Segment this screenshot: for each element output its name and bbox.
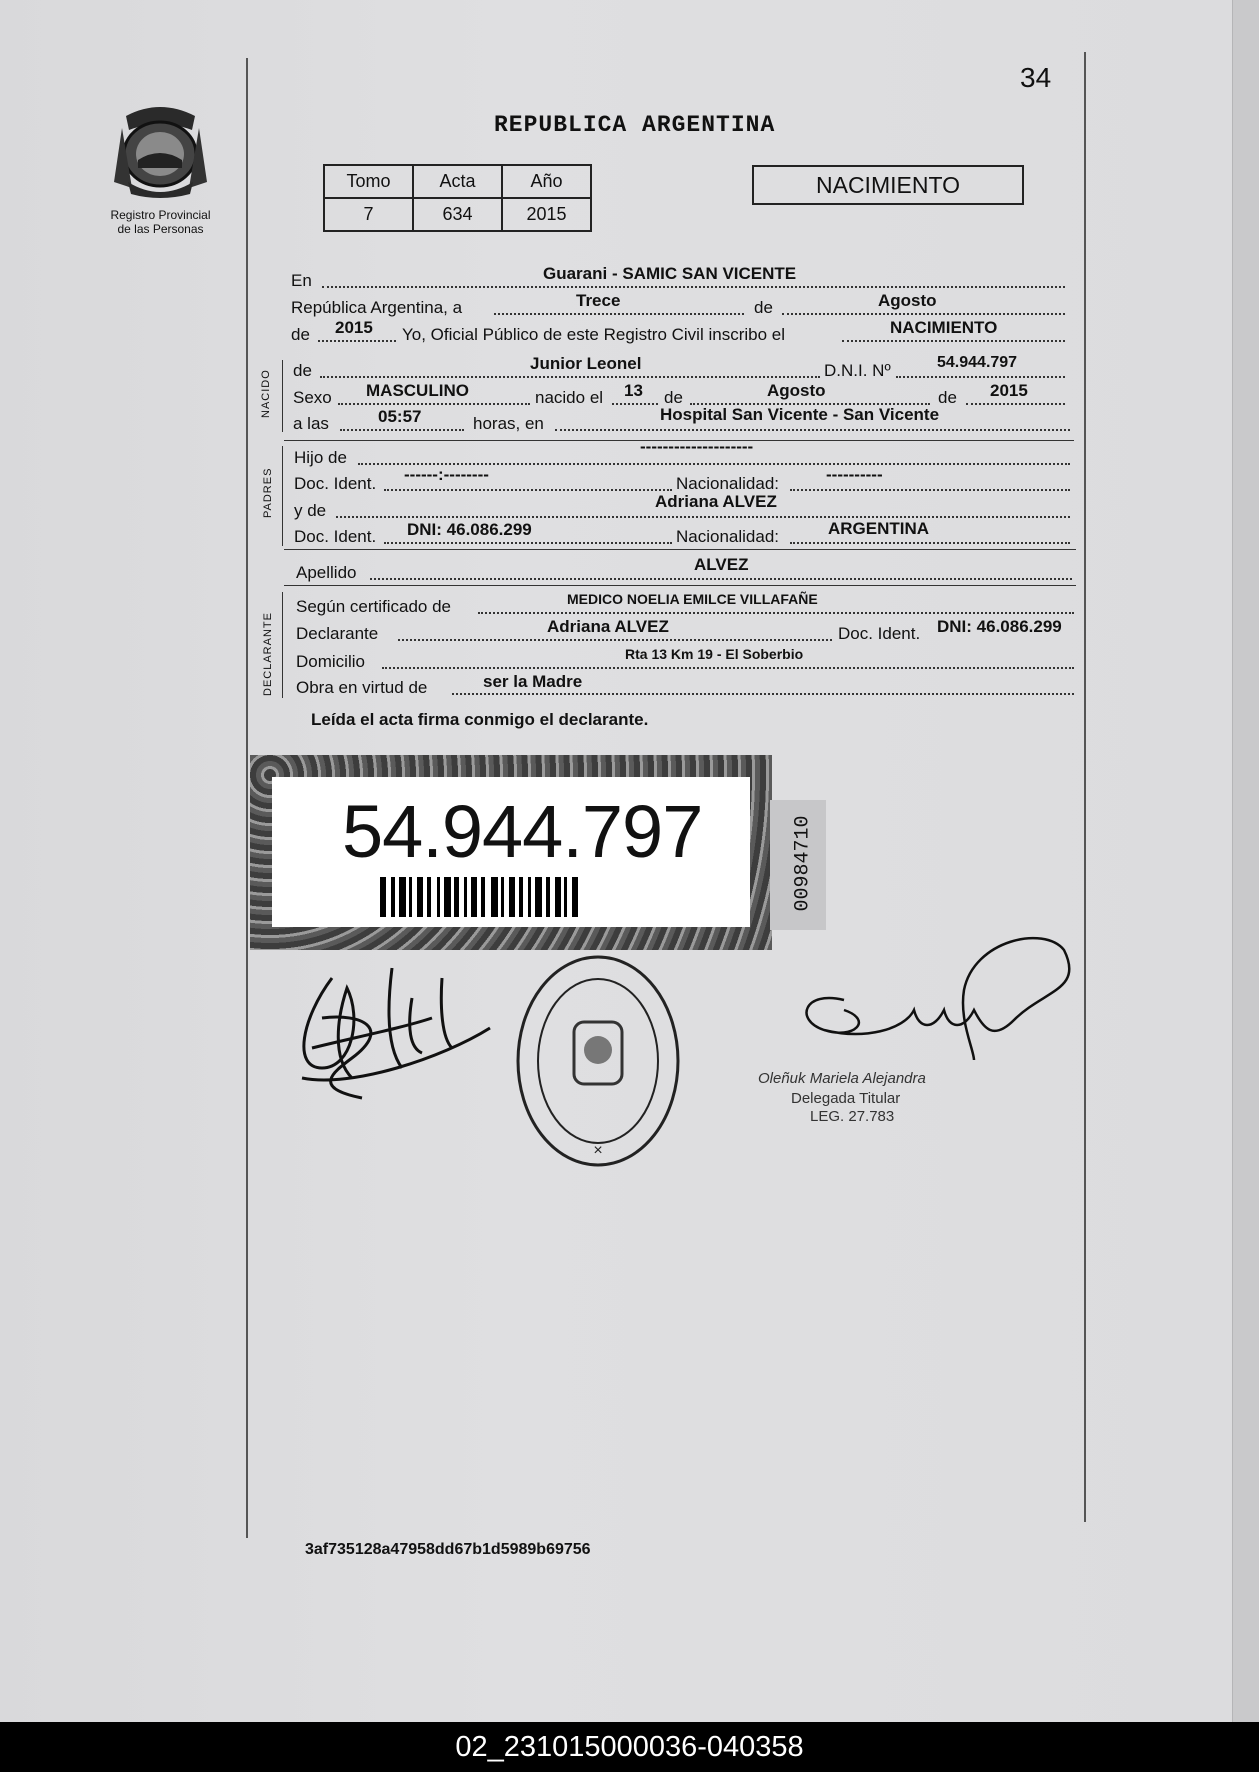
acta-header: Acta — [413, 165, 502, 198]
dotted-line — [782, 313, 1065, 315]
anio-value: 2015 — [502, 198, 591, 231]
dotted-line — [318, 340, 396, 342]
tomo-header: Tomo — [324, 165, 413, 198]
registry-caption-line1: Registro Provincial — [110, 208, 211, 222]
dotted-line — [790, 542, 1070, 544]
value-padre-doc: ------:-------- — [404, 465, 489, 484]
label-dni: D.N.I. Nº — [824, 361, 891, 380]
official-seal-stamp — [512, 950, 684, 1172]
provincial-coat-of-arms-logo — [108, 98, 213, 198]
label-apellido: Apellido — [296, 563, 357, 582]
left-margin-line — [246, 58, 248, 1538]
svg-text:×: × — [593, 1142, 603, 1159]
dotted-line — [382, 667, 1074, 669]
dotted-line — [340, 429, 464, 431]
value-apellido: ALVEZ — [694, 555, 749, 574]
serial-tag — [770, 800, 826, 930]
dotted-line — [966, 403, 1065, 405]
delegate-signature — [784, 930, 1084, 1080]
table-value-row — [324, 198, 591, 231]
value-domicilio: Rta 13 Km 19 - El Soberbio — [625, 646, 804, 662]
value-obra: ser la Madre — [483, 672, 583, 691]
label-de: de — [754, 298, 773, 317]
right-margin-line — [1084, 52, 1086, 1522]
delegate-leg: LEG. 27.783 — [810, 1108, 895, 1125]
label-republica: República Argentina, a — [291, 298, 463, 317]
label-nacionalidad2: Nacionalidad: — [676, 527, 780, 546]
dotted-line — [336, 516, 1070, 518]
barcode — [380, 877, 578, 917]
value-mes: Agosto — [767, 381, 826, 400]
value-lugar: Guarani - SAMIC SAN VICENTE — [543, 264, 797, 283]
dotted-line — [478, 612, 1074, 614]
dotted-line — [555, 429, 1070, 431]
label-horas-en: horas, en — [473, 414, 544, 433]
side-label-declarante: DECLARANTE — [262, 612, 274, 696]
section-divider — [284, 549, 1076, 550]
dotted-line — [322, 286, 1065, 288]
dotted-line — [320, 376, 820, 378]
page-number: 34 — [1020, 62, 1052, 93]
tomo-acta-anio-table — [323, 164, 592, 232]
paper-edge — [1232, 0, 1259, 1722]
label-segun: Según certificado de — [296, 597, 451, 616]
section-divider — [284, 585, 1076, 586]
record-type-box: NACIMIENTO — [752, 165, 1024, 205]
document-title: REPUBLICA ARGENTINA — [494, 112, 776, 138]
label-doc-ident: Doc. Ident. — [294, 474, 377, 493]
side-label-nacido: NACIDO — [260, 369, 272, 418]
value-anio: 2015 — [335, 318, 373, 337]
dotted-line — [842, 340, 1065, 342]
label-de-anio: de — [938, 388, 957, 407]
dotted-line — [896, 376, 1065, 378]
label-en: En — [291, 271, 312, 290]
value-anio-nac: 2015 — [990, 381, 1028, 400]
label-de2: de — [291, 325, 310, 344]
value-tipo: NACIMIENTO — [890, 318, 998, 337]
value-certificado: MEDICO NOELIA EMILCE VILLAFAÑE — [567, 591, 818, 607]
label-obra: Obra en virtud de — [296, 678, 428, 697]
label-declarante: Declarante — [296, 624, 379, 643]
label-doc-ident2: Doc. Ident. — [294, 527, 377, 546]
dotted-line — [370, 578, 1072, 580]
value-sexo: MASCULINO — [366, 381, 469, 400]
registry-caption-line2: de las Personas — [117, 222, 204, 236]
label-nacionalidad: Nacionalidad: — [676, 474, 780, 493]
dotted-line — [398, 639, 832, 641]
value-declarante-doc: DNI: 46.086.299 — [937, 617, 1062, 636]
label-doc-ident3: Doc. Ident. — [838, 624, 921, 643]
table-header-row — [324, 165, 591, 198]
anio-header: Año — [502, 165, 591, 198]
dotted-line — [452, 693, 1074, 695]
value-dia: 13 — [624, 381, 643, 400]
value-declarante: Adriana ALVEZ — [547, 617, 669, 636]
value-madre-nac: ARGENTINA — [828, 519, 930, 538]
dotted-line — [338, 403, 530, 405]
value-madre-doc: DNI: 46.086.299 — [407, 520, 532, 539]
label-de-nombre: de — [293, 361, 312, 380]
value-lugar-nac: Hospital San Vicente - San Vicente — [660, 405, 940, 424]
side-label-padres: PADRES — [262, 467, 274, 518]
scan-footer: 02_231015000036-040358 — [0, 1722, 1259, 1772]
document-hash: 3af735128a47958dd67b1d5989b69756 — [305, 1541, 591, 1558]
label-de-mes: de — [664, 388, 683, 407]
registry-caption — [98, 208, 223, 236]
dotted-line — [384, 489, 672, 491]
sticker-serial: 00984710 — [791, 815, 815, 912]
dotted-line — [612, 403, 658, 405]
section-bar — [282, 446, 283, 546]
label-sexo: Sexo — [293, 388, 332, 407]
label-domicilio: Domicilio — [296, 652, 365, 671]
value-mes-texto: Agosto — [878, 291, 937, 310]
label-a-las: a las — [293, 414, 329, 433]
label-nacido-el: nacido el — [535, 388, 604, 407]
declarant-signature — [292, 958, 492, 1108]
delegate-title: Delegada Titular — [791, 1090, 901, 1107]
dni-sticker — [250, 755, 772, 950]
dotted-line — [790, 489, 1070, 491]
section-bar — [282, 360, 283, 432]
label-hijo-de: Hijo de — [294, 448, 347, 467]
label-yo: Yo, Oficial Público de este Registro Civil inscribo el — [402, 325, 785, 344]
value-hora: 05:57 — [378, 407, 422, 426]
acta-value: 634 — [413, 198, 502, 231]
sticker-number: 54.944.797 — [342, 790, 703, 873]
value-madre: Adriana ALVEZ — [655, 492, 777, 511]
tomo-value: 7 — [324, 198, 413, 231]
delegate-name: Oleñuk Mariela Alejandra — [758, 1070, 926, 1087]
value-padre: -------------------- — [640, 437, 754, 456]
closing-statement: Leída el acta firma conmigo el declarante. — [311, 710, 649, 729]
section-bar — [282, 592, 283, 698]
value-nombre: Junior Leonel — [530, 354, 642, 373]
value-dni: 54.944.797 — [937, 354, 1018, 371]
dotted-line — [494, 313, 744, 315]
value-dia-texto: Trece — [576, 291, 621, 310]
label-y-de: y de — [294, 501, 327, 520]
value-padre-nac: ---------- — [826, 465, 883, 484]
sticker-label — [272, 777, 750, 927]
dotted-line — [384, 542, 672, 544]
